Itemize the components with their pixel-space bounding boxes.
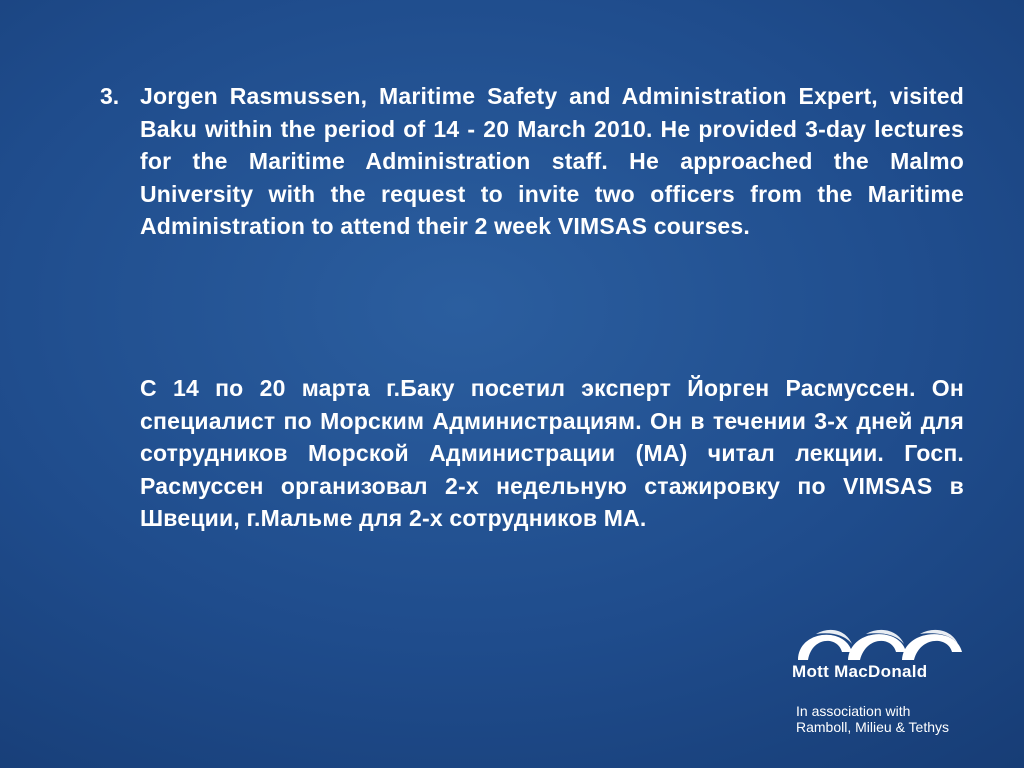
english-paragraph-text: Jorgen Rasmussen, Maritime Safety and Administration Expert, visited Baku within the period of 14 - 20 March 2010. He provided 3-day lectures for the Maritime Administration staff. He approached the Malmo University with the request to invite two officers from the Maritime Administration to attend their 2 week VIMSAS courses. [140,83,964,239]
mott-macdonald-logo [790,622,970,692]
logo-wordmark: Mott MacDonald [792,662,928,681]
association-note [796,703,949,735]
english-paragraph [100,80,964,243]
association-line-2: Ramboll, Milieu & Tethys [796,719,950,735]
item-number: 3. [100,83,120,109]
mott-macdonald-wave-icon [790,622,970,662]
association-line-1: In association with [796,703,911,719]
russian-paragraph: С 14 по 20 марта г.Баку посетил эксперт Йорген Расмуссен. Он специалист по Морским Администрациям. Он в течении 3-х дней для сотрудников Морской Администрации (МА) читал лекции. Госп. Расмуссен организовал 2-х недельную стажировку по VIMSAS в Швеции, г.Мальме для 2-х сотрудников МА. [140,375,964,531]
